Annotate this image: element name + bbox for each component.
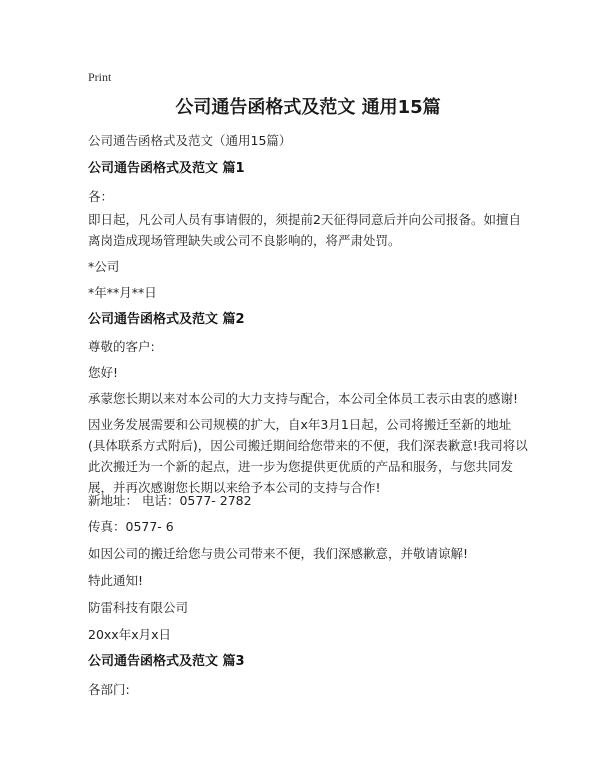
section3-heading: 公司通告函格式及范文 篇3 [88, 654, 245, 669]
section1-salutation: 各： [88, 189, 114, 204]
section2-fax: 传真：0577- 6 [88, 519, 174, 534]
section1-heading: 公司通告函格式及范文 篇1 [88, 161, 245, 176]
section1-signer: *公司 [88, 259, 120, 274]
section2-heading: 公司通告函格式及范文 篇2 [88, 312, 245, 327]
section2-notice: 特此通知! [88, 573, 144, 588]
section1-body: 即日起，凡公司人员有事请假的，须提前2天征得同意后并向公司报备。如擅自离岗造成现场管理缺失或公司不良影响的，将严肃处罚。 [88, 212, 521, 248]
print-label: Print [88, 70, 112, 84]
section2-date: 20xx年x月x日 [88, 627, 171, 642]
page-title: 公司通告函格式及范文 通用15篇 [175, 97, 441, 118]
section2-para1: 承蒙您长期以来对本公司的大力支持与配合，本公司全体员工表示由衷的感谢! [88, 391, 519, 406]
section2-address: 新地址： 电话：0577- 2782 [88, 493, 252, 508]
section2-apology: 如因公司的搬迁给您与贵公司带来不便，我们深感歉意，并敬请谅解! [88, 546, 469, 561]
section2-salutation: 尊敬的客户: [88, 339, 155, 354]
section1-date: *年**月**日 [88, 285, 157, 300]
section3-salutation: 各部门: [88, 682, 130, 697]
section2-greeting: 您好! [88, 365, 119, 380]
intro-line: 公司通告函格式及范文（通用15篇） [88, 133, 292, 148]
section2-para2: 因业务发展需要和公司规模的扩大，自x年3月1日起，公司将搬迁至新的地址(具体联系方式附后)，因公司搬迁期间给您带来的不便，我们深表歉意!我司将以此次搬迁为一个新的起点，进一步为您提供更优质的产品和服务，与您共同发展，并再次感谢您长期以来给予本公司的支持与合作! [88, 417, 528, 495]
section2-company: 防雷科技有限公司 [88, 600, 189, 615]
